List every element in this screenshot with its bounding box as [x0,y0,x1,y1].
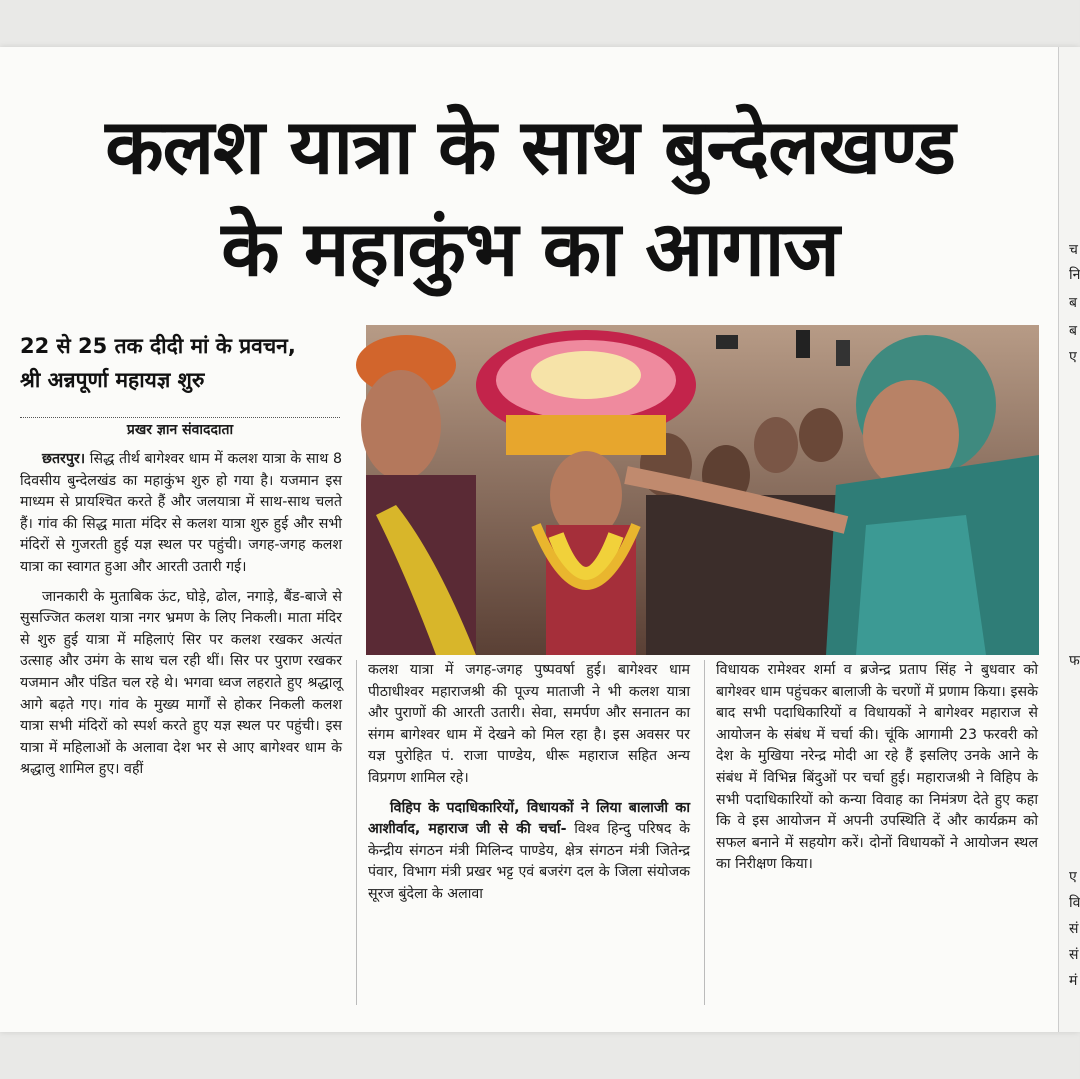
paragraph [20,587,342,781]
adjacent-page-text: ए [1069,869,1077,885]
paragraph-text: सिद्ध तीर्थ बागेश्वर धाम में कलश यात्रा के साथ 8 दिवसीय बुन्देलखंड का महाकुंभ शुरु हो गया है। यजमान इस माध्यम से प्रायश्चित करते हैं और जलयात्रा में साथ-साथ चलते हैं। गांव की सिद्ध माता मंदिर से कलश यात्रा शुरु हुई और सभी मंदिरों से गुजरती हुई यज्ञ स्थल पर पहुंची। जगह-जगह कलश यात्रा का स्वागत हुआ और आरती उतारी गई। [20,451,342,575]
byline: प्रखर ज्ञान संवाददाता [20,417,340,439]
column-divider [704,660,705,1005]
adjacent-page-text: मं [1069,973,1078,989]
adjacent-page-text: च [1069,242,1078,258]
adjacent-page-text: नि [1069,267,1080,283]
paragraph [368,798,690,906]
paragraph-text: विश्व हिन्दु परिषद के केन्द्रीय संगठन मंत्री मिलिन्द पाण्डेय, क्षेत्र संगठन मंत्री जितेन्द्र पंवार, विभाग मंत्री प्रखर भट्ट एवं बजरंग दल के जिला संयोजक सूरज बुंदेला के अलावा [368,821,690,902]
adjacent-page-text: सं [1069,921,1079,937]
adjacent-page-text: ब [1069,295,1077,311]
article-column-3 [716,660,1038,884]
headline-line-2: के महाकुंभ का आगाज [221,204,839,293]
photo-illustration [366,325,1039,655]
paragraph [716,660,1038,876]
adjacent-page-text: सं [1069,947,1079,963]
paragraph-text: विधायक रामेश्वर शर्मा व ब्रजेन्द्र प्रताप सिंह ने बुधवार को बागेश्वर धाम पहुंचकर बालाजी के चरणों में प्रणाम किया। इसके बाद सभी पदाधिकारियों व विधायकों ने बागेश्वर महाराज से आयोजन के संबंध में चर्चा की। चूंकि आगामी 23 फरवरी को देश के मुखिया नरेन्द्र मोदी आ रहे हैं इसलिए उनके आने के संबंध में विभिन्न बिंदुओं पर चर्चा हुई। महाराजश्री ने विहिप के सभी पदाधिकारियों को कन्या विवाह का निमंत्रण देते हुए कहा कि वे इस आयोजन में अपनी उपस्थिति दें और कार्यक्रम को सफल बनाने में सहयोग करें। दोनों विधायकों ने आयोजन स्थल का निरीक्षण किया। [716,662,1038,873]
paragraph-text: कलश यात्रा में जगह-जगह पुष्पवर्षा हुई। बागेश्वर धाम पीठाधीश्वर महाराजश्री की पूज्य माताजी ने भी कलश यात्रा और पुराणों की आरती उतारी। सेवा, समर्पण और सनातन का संगम बागेश्वर धाम में देखने को मिल रहा है। इस अवसर पर यज्ञ पुरोहित पं. राजा पाण्डेय, धीरू महाराज सहित अन्य विप्रगण शामिल रहे। [368,662,690,786]
subheadline-line-2: श्री अन्नपूर्णा महायज्ञ शुरु [20,368,205,392]
column-divider [356,660,357,1005]
adjacent-page-text: फ [1069,653,1080,669]
adjacent-page-text: ए [1069,349,1077,365]
paragraph [20,449,342,579]
paragraph-text: जानकारी के मुताबिक ऊंट, घोड़े, ढोल, नगाड़े, बैंड-बाजे से सुसज्जित कलश यात्रा नगर भ्रमण के लिए निकली। माता मंदिर से शुरु हुई यात्रा में महिलाएं सिर पर कलश रखकर अत्यंत उत्साह और उमंग के साथ चल रही थीं। सिर पर पुराण रखकर यजमान और पंडित चल रहे थे। भगवा ध्वज लहराते हुए श्रद्धालू आगे बढ़ते गए। गांव के मुख्य मार्गों से होकर निकली कलश यात्रा सभी मंदिरों को स्पर्श करते हुए यज्ञ स्थल पर पहुंची। इस यात्रा में महिलाओं के अलावा देश भर से आए बागेश्वर धाम के श्रद्धालु शामिल हुए। वहीं [20,588,342,778]
paragraph [368,660,690,790]
subheadline-line-1: 22 से 25 तक दीदी मां के प्रवचन, [20,334,296,358]
article-column-2 [368,660,690,914]
paragraph-subheading: विहिप के पदाधिकारियों, विधायकों ने लिया बालाजी का आशीर्वाद, महाराज जी से की चर्चा- [368,799,690,838]
headline-line-1: कलश यात्रा के साथ बुन्देलखण्ड [105,102,955,191]
adjacent-page-text: ब [1069,323,1077,339]
adjacent-page-edge [1058,47,1080,1032]
newspaper-page [0,47,1079,1032]
dateline: छतरपुर। [42,451,86,467]
article-column-1 [20,449,342,789]
news-photo-kalash-yatra [366,325,1039,655]
subheadline [20,329,350,397]
adjacent-page-text: वि [1069,895,1080,911]
